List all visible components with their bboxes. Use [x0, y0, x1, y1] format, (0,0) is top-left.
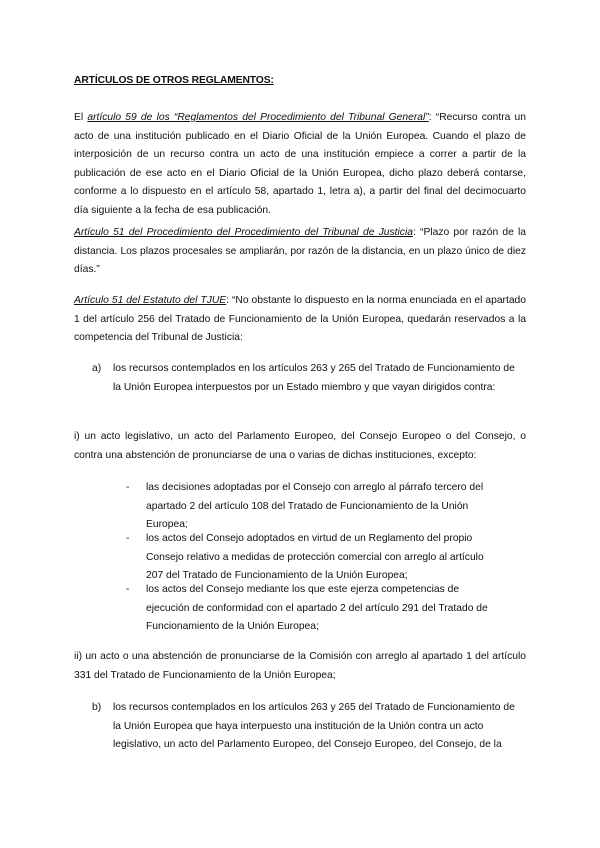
dash-item-text: los actos del Consejo mediante los que este ejerza competencias de ejecución de conformidad con el apartado 2 del artículo 291 del Tratado de Funcionamiento de la Unión Europea; [146, 584, 488, 632]
paragraph-article-59 [74, 109, 526, 220]
article-51-estatuto-reference: Artículo 51 del Estatuto del TJUE [74, 295, 227, 306]
list-item-b-text: los recursos contemplados en los artículos 263 y 265 del Tratado de Funcionamiento de la Unión Europea que haya interpuesto una institución de la Unión contra un acto legislativo, un acto del Parlamento Europeo, del Consejo Europeo, del Consejo, de la [113, 702, 515, 750]
dash-marker: - [126, 482, 130, 493]
article-51-procedimiento-text: : “Plazo por razón de la distancia. Los plazos procesales se ampliarán, por razón de la distancia, en un plazo único de diez días.” [74, 227, 526, 275]
article-59-reference: artículo 59 de los “Reglamentos del Procedimiento del Tribunal General” [87, 112, 429, 123]
sub-item-ii: ii) un acto o una abstención de pronunciarse de la Comisión con arreglo al apartado 1 del artículo 331 del Tratado de Funcionamiento de la Unión Europea; [74, 651, 526, 681]
list-marker-a: a) [92, 363, 102, 374]
paragraph-prefix: El [74, 112, 88, 123]
article-51-estatuto-text: : “No obstante lo dispuesto en la norma enunciada en el apartado 1 del artículo 256 del Tratado de Funcionamiento de la Unión Europea, quedarán reservados a la competencia del Tribunal de Justicia: [74, 295, 527, 343]
dash-item-text: los actos del Consejo adoptados en virtud de un Reglamento del propio Consejo relativo a medidas de protección comercial con arreglo al artículo 207 del Tratado de Funcionamiento de la Unión Europea; [146, 533, 484, 581]
paragraph-article-51-estatuto [74, 292, 526, 348]
dash-marker: - [126, 533, 130, 544]
article-51-procedimiento-reference: Artículo 51 del Procedimiento del Procedimiento del Tribunal de Justicia [74, 227, 413, 238]
dash-marker: - [126, 584, 130, 595]
sub-item-i: i) un acto legislativo, un acto del Parlamento Europeo, del Consejo Europeo o del Consejo, o contra una abstención de pronunciarse de una o varias de dichas instituciones, excepto: [74, 431, 526, 461]
article-59-text: : “Recurso contra un acto de una institución publicado en el Diario Oficial de la Unión Europea. Cuando el plazo de interposición de un recurso contra un acto de una institución empiece a correr a partir de la publicación de ese acto en el Diario Oficial de la Unión Europea, dicho plazo deberá contarse, conforme a lo dispuesto en el artículo 58, apartado 1, letra a), a partir del final del decimocuarto día siguiente a la fecha de esa publicación. [74, 112, 526, 216]
dash-item-text: las decisiones adoptadas por el Consejo con arreglo al párrafo tercero del apartado 2 del artículo 108 del Tratado de Funcionamiento de la Unión Europea; [146, 482, 484, 530]
section-heading: ARTÍCULOS DE OTROS REGLAMENTOS: [74, 75, 274, 86]
paragraph-article-51-procedimiento [74, 224, 526, 280]
list-item-a-text: los recursos contemplados en los artículos 263 y 265 del Tratado de Funcionamiento de la Unión Europea interpuestos por un Estado miembro y que vayan dirigidos contra: [113, 363, 515, 393]
list-marker-b: b) [92, 702, 102, 713]
